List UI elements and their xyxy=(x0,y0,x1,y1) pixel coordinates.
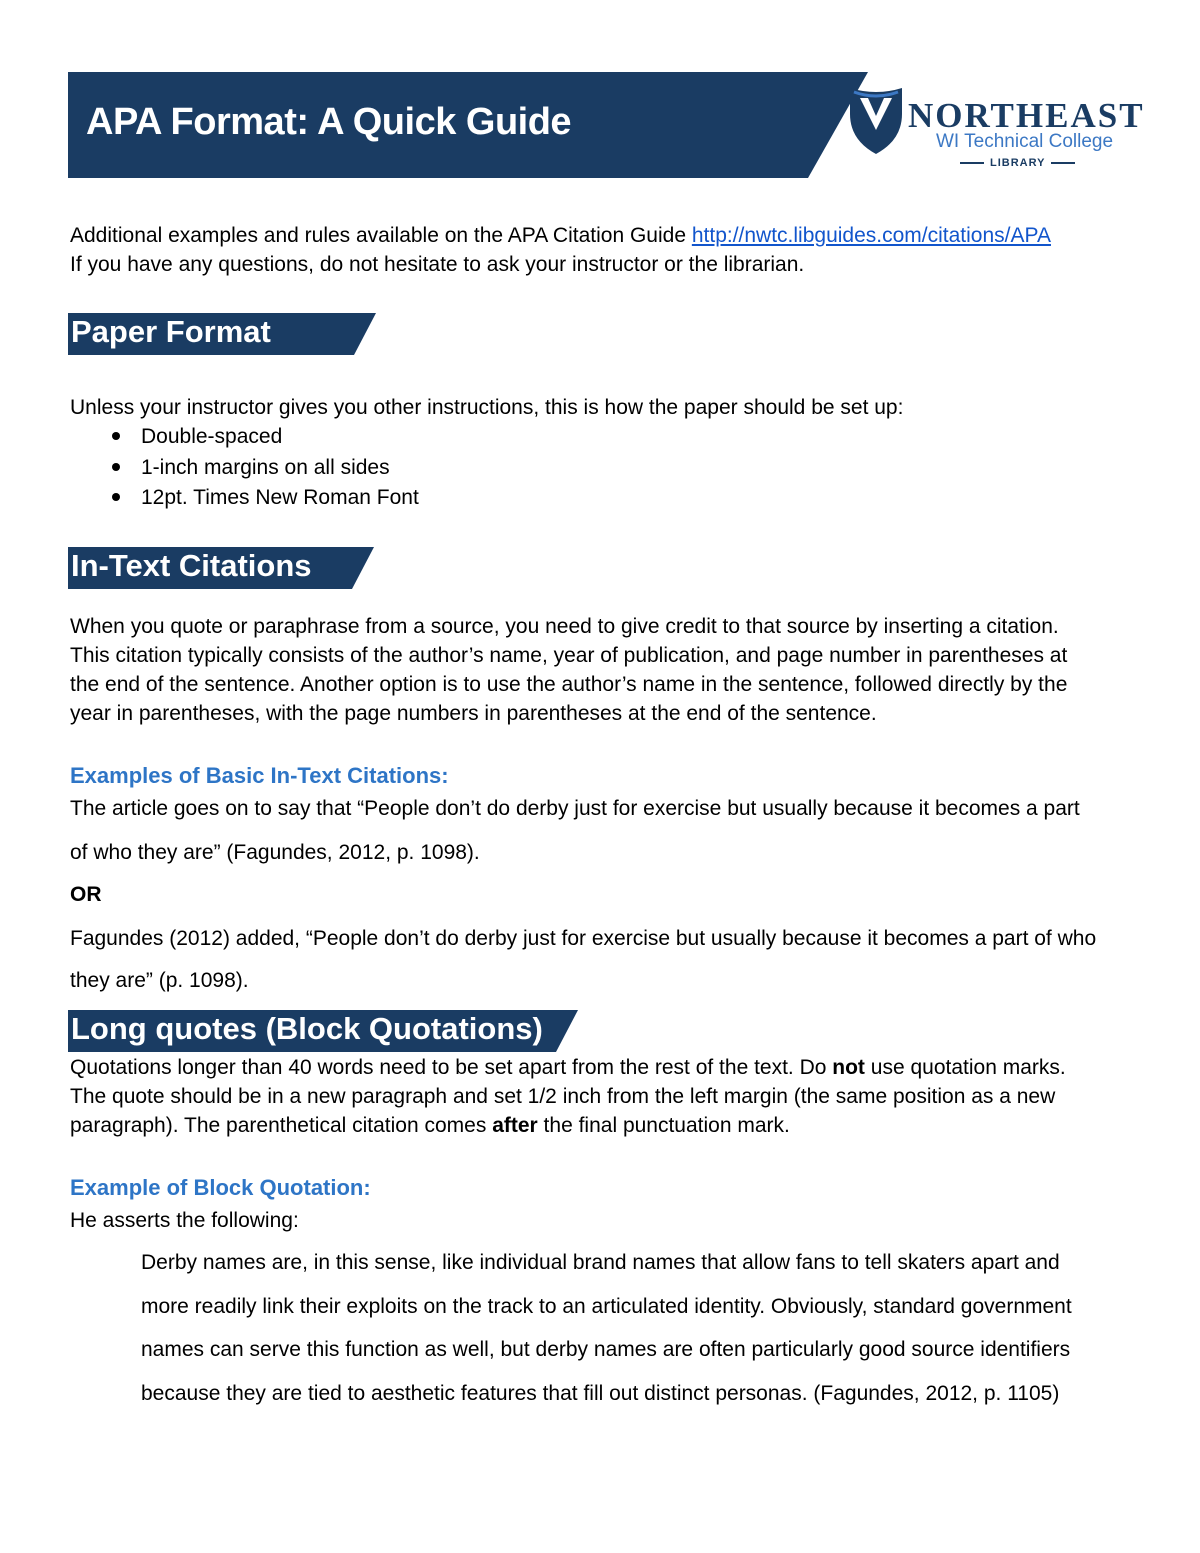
text: Quotations longer than 40 words need to be set apart from the rest of the text. Do xyxy=(70,1056,833,1079)
paragraph-line: year in parentheses, with the page numbers in parentheses at the end of the sentence. xyxy=(70,702,877,725)
example-line: they are” (p. 1098). xyxy=(70,969,249,992)
example-line: of who they are” (Fagundes, 2012, p. 1098). xyxy=(70,841,480,864)
intro-line-1 xyxy=(70,221,1051,250)
or-separator: OR xyxy=(70,883,102,906)
divider xyxy=(1051,162,1075,164)
bold-text: not xyxy=(832,1056,865,1079)
bullet xyxy=(112,493,120,501)
bullet xyxy=(112,432,120,440)
examples-heading: Examples of Basic In-Text Citations: xyxy=(70,763,449,788)
bold-text: after xyxy=(492,1114,538,1137)
list-item: 1-inch margins on all sides xyxy=(141,456,390,479)
example-block-heading: Example of Block Quotation: xyxy=(70,1175,371,1200)
paragraph-line: The quote should be in a new paragraph and set 1/2 inch from the left margin (the same position as a new xyxy=(70,1085,1056,1108)
text: the final punctuation mark. xyxy=(537,1114,790,1137)
logo-name: NORTHEAST xyxy=(908,96,1145,135)
paragraph-line: the end of the sentence. Another option is to use the author’s name in the sentence, followed directly by the xyxy=(70,673,1068,696)
section-heading-in-text-citations: In-Text Citations xyxy=(71,548,312,583)
logo-tag xyxy=(960,157,1075,169)
paragraph-line: When you quote or paraphrase from a source, you need to give credit to that source by inserting a citation. xyxy=(70,615,1059,638)
bullet xyxy=(112,463,120,471)
block-lead: He asserts the following: xyxy=(70,1209,299,1232)
list-item: 12pt. Times New Roman Font xyxy=(141,486,419,509)
shield-logo-icon xyxy=(846,84,906,156)
block-quote-line: because they are tied to aesthetic features that fill out distinct personas. (Fagundes, 2012, p. 1105) xyxy=(141,1382,1060,1405)
apa-guide-link[interactable]: http://nwtc.libguides.com/citations/APA xyxy=(691,224,1051,247)
logo-tag-label: LIBRARY xyxy=(990,157,1046,169)
text: use quotation marks. xyxy=(864,1056,1066,1079)
logo-subtitle: WI Technical College xyxy=(936,131,1114,152)
section-heading-paper-format: Paper Format xyxy=(71,314,271,349)
paragraph-line xyxy=(70,1053,1066,1082)
block-quote-line: names can serve this function as well, but derby names are often particularly good source identifiers xyxy=(141,1338,1071,1361)
block-quote-line: Derby names are, in this sense, like individual brand names that allow fans to tell skaters apart and xyxy=(141,1251,1060,1274)
example-line: Fagundes (2012) added, “People don’t do derby just for exercise but usually because it becomes a part of who xyxy=(70,927,1097,950)
list-item: Double-spaced xyxy=(141,425,283,448)
block-quote-line: more readily link their exploits on the track to an articulated identity. Obviously, standard government xyxy=(141,1295,1072,1318)
text: paragraph). The parenthetical citation comes xyxy=(70,1114,493,1137)
paragraph-line: This citation typically consists of the author’s name, year of publication, and page number in parentheses at xyxy=(70,644,1068,667)
intro-line-2: If you have any questions, do not hesitate to ask your instructor or the librarian. xyxy=(70,253,805,276)
example-line: The article goes on to say that “People don’t do derby just for exercise but usually because it becomes a part xyxy=(70,797,1080,820)
page-title: APA Format: A Quick Guide xyxy=(86,101,572,143)
paragraph-line xyxy=(70,1111,790,1140)
paper-format-intro: Unless your instructor gives you other instructions, this is how the paper should be set up: xyxy=(70,396,904,419)
intro-text: Additional examples and rules available on the APA Citation Guide xyxy=(70,224,692,247)
section-heading-block-quotations: Long quotes (Block Quotations) xyxy=(71,1011,543,1046)
divider xyxy=(960,162,984,164)
